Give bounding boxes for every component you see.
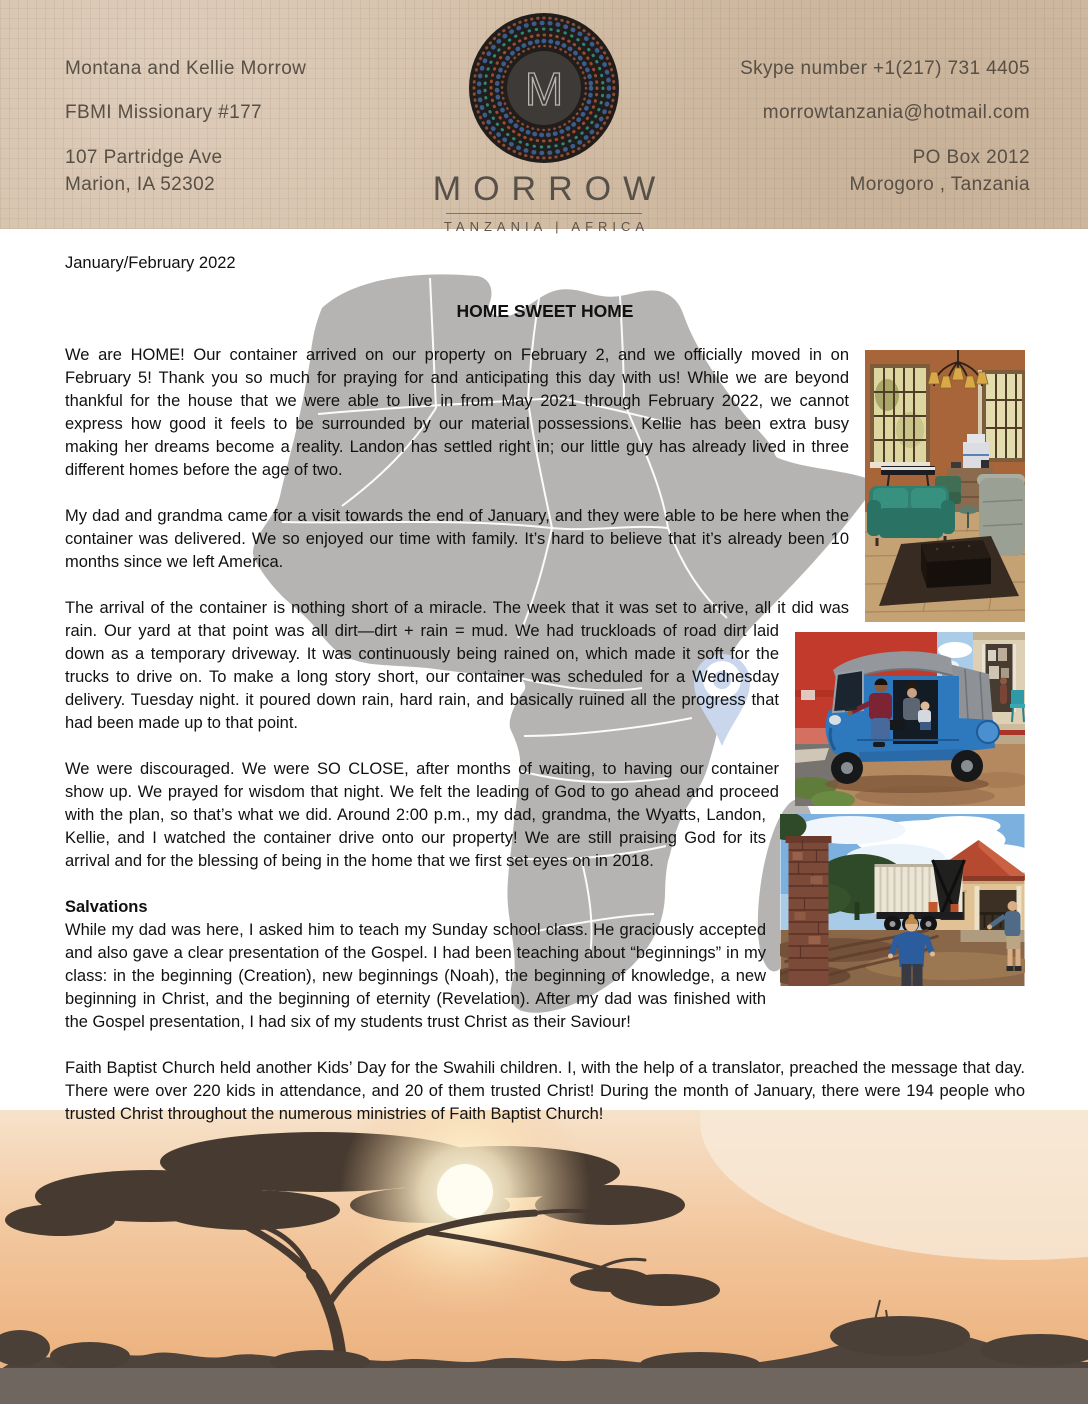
article [65, 252, 1025, 1149]
morrow-logo [414, 12, 674, 234]
photo-container-delivery [780, 814, 1025, 986]
photo-living-room [865, 350, 1025, 622]
missionary-name: Montana and Kellie Morrow [65, 58, 307, 79]
field-location: Morogoro , Tanzania [849, 174, 1030, 195]
body-paragraph: We are HOME! Our container arrived on our property on February 2, and we officially moved in on February 5! Thank you so much for praying for and anticipating this day with us! While we are beyond thankful for the house that we were able to live in from May 2021 through February 2022, we cannot express how good it feels to be surrounded by our material possessions. Kellie has been extra busy making her dreams become a reality. Landon has settled right in; our little guy has already lived in three different homes before the age of two. [65, 346, 849, 479]
morrow-logo-medallion-icon [468, 12, 620, 164]
body-paragraph: While my dad was here, I asked him to teach my Sunday school class. He graciously accepted and also gave a clear presentation of the Gospel. I had been teaching about “beginnings” in my class: in the beginning (Creation), new beginnings (Noah), the beginning of knowledge, a new beginning in Christ, and the beginning of eternity (Revelation). After my dad was finished with the Gospel presentation, I had six of my students trust Christ as their Saviour! [65, 921, 766, 1031]
logo-divider [446, 213, 642, 214]
logo-name: MORROW [432, 170, 668, 208]
missionary-number: FBMI Missionary #177 [65, 102, 263, 123]
issue-date: January/February 2022 [65, 254, 236, 272]
address-line-1: 107 Partridge Ave [65, 147, 223, 168]
email-address: morrowtanzania@hotmail.com [762, 102, 1030, 123]
body-paragraph: We were discouraged. We were SO CLOSE, after months of waiting, to having our container show up. We prayed for wisdom that night. We felt the leading of God to go ahead and proceed with the plan, so that’s what we did. Around 2:00 p.m., my dad, grandma, the Wyatts, Landon, Kellie, and I watched the container drive onto our property! We are still praising God for its arrival and for the blessing of being in the home that we first set eyes on in 2018. [65, 760, 779, 870]
logo-monogram: M [524, 63, 564, 115]
po-box: PO Box 2012 [912, 147, 1030, 168]
body-paragraph: Faith Baptist Church held another Kids’ Day for the Swahili children. I, with the help of a translator, preached the message that day. There were over 220 kids in attendance, and 20 of them trusted Christ! During the month of January, there were 194 people who trusted Christ throughout the numerous ministries of Faith Baptist Church! [65, 1059, 1025, 1123]
savanna-sunset-image [0, 1110, 1088, 1404]
skype-number: Skype number +1(217) 731 4405 [740, 58, 1030, 79]
address-line-2: Marion, IA 52302 [65, 174, 216, 195]
body-paragraph: The arrival of the container is nothing short of a miracle. The week that it was set to arrive, all it did was rain. Our yard at that point was all dirt—dirt + rain = mud. We had truckloads of road dirt laid down as a temporary driveway. It was continuously being rained on, which made it soft for the trucks to drive on. To make a long story short, our container was scheduled for a Wednesday delivery. Tuesday night. it poured down rain, hard rain, and basically ruined all the progress that had been made up to that point. [65, 599, 849, 732]
article-title: HOME SWEET HOME [456, 301, 634, 321]
section-heading-salvations: Salvations [65, 898, 148, 916]
logo-tagline: TANZANIA | AFRICA [443, 219, 650, 234]
photo-tuk-tuk [795, 632, 1025, 806]
letterhead [0, 0, 1088, 234]
body-paragraph: My dad and grandma came for a visit towards the end of January, and they were able to be here when the container was delivered. We so enjoyed our time with family. It’s hard to believe that it’s already been 10 months since we left America. [65, 507, 849, 571]
